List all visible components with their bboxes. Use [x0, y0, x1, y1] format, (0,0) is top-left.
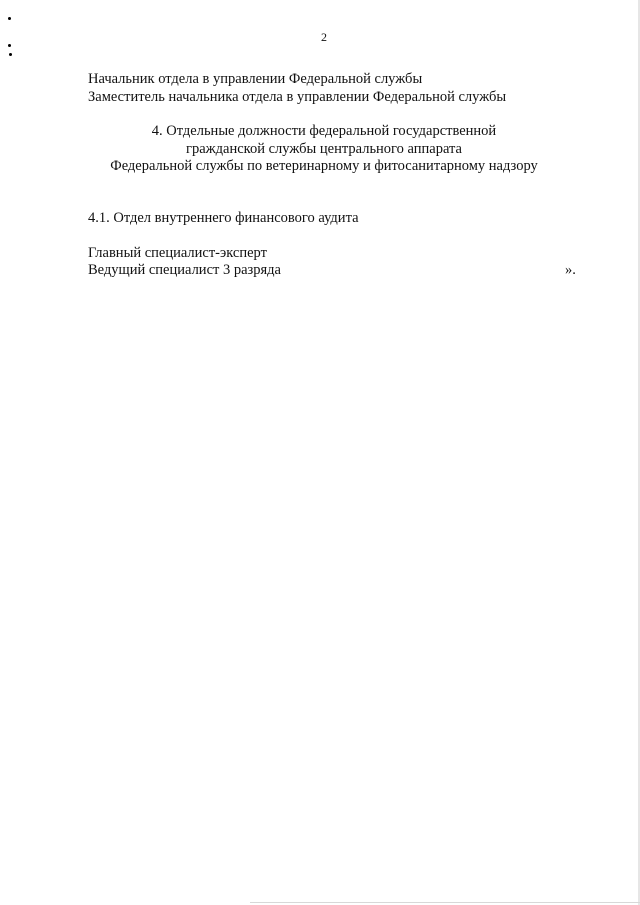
- page-number: 2: [321, 30, 327, 44]
- scan-bottom-edge: [250, 902, 640, 903]
- section-heading-line: 4. Отдельные должности федеральной государственной: [151, 123, 497, 139]
- closing-quote: ».: [565, 262, 576, 278]
- position-line: Ведущий специалист 3 разряда: [88, 262, 281, 278]
- scan-speck: [8, 44, 11, 47]
- position-line: Главный специалист-эксперт: [88, 245, 267, 261]
- section-heading-line: гражданской службы центрального аппарата: [186, 141, 462, 157]
- position-line: Заместитель начальника отдела в управлении Федеральной службы: [88, 89, 507, 105]
- position-line: Начальник отдела в управлении Федеральной службы: [88, 71, 423, 87]
- scan-speck: [9, 53, 12, 56]
- subsection-title: 4.1. Отдел внутреннего финансового аудита: [88, 210, 359, 226]
- scan-speck: [8, 17, 11, 20]
- section-heading-line: Федеральной службы по ветеринарному и фитосанитарному надзору: [110, 158, 538, 174]
